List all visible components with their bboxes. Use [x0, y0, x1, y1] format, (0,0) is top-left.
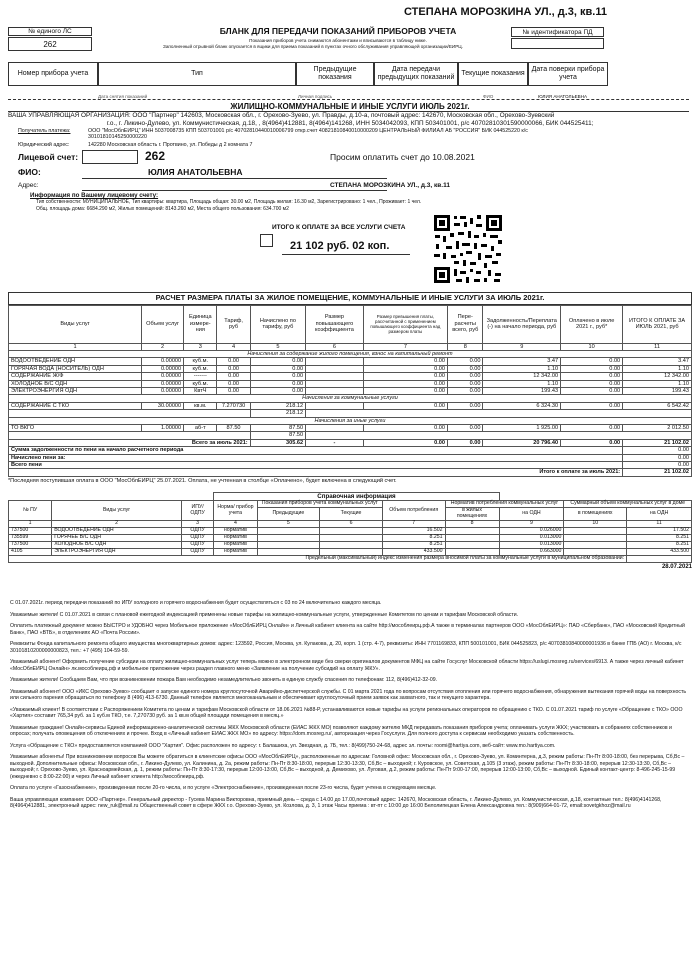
- calc-h-8: Задолженность/Переплата (-) на начало периода, руб: [483, 305, 561, 343]
- table-cell: 8.251: [627, 534, 692, 541]
- table-cell: КвтЧ: [184, 388, 217, 395]
- ref-n: 2: [52, 521, 182, 528]
- calc-grand-row: [9, 469, 692, 476]
- ref-header-row: [9, 501, 692, 508]
- ref-h-7: Суммарный объем коммунальных услуг в доме: [564, 501, 692, 508]
- ref-h-2: ИПУ/ ОДПУ: [181, 501, 213, 521]
- notice-3: Реквизиты Фонда капитального ремонта общего имущества многоквартирных домов: адрес: 123592, Россия, Москва, ул. Кулакова, д. 20, корп. 1 (стр. 4-7), реквизиты: ИНН 7701169833, КПП 500101001, БИК 044525823, р/с 40703810840000001936 в банке ГПБ (АО) г. Москва, к/с 30101810200000000823, тел.: +7 (495) 104-59-59.: [10, 641, 682, 654]
- calc-n: 5: [250, 343, 305, 350]
- table-cell: [564, 534, 627, 541]
- qr-code: [432, 213, 504, 285]
- calc-table: [8, 305, 692, 477]
- calc-section-1: [9, 351, 692, 358]
- table-cell: 1.10: [623, 380, 692, 387]
- table-cell: 0.00: [561, 424, 623, 431]
- table-cell: куб.м.: [184, 365, 217, 372]
- extra-label: Сумма задолженности по пени на начало расчетного периода: [9, 447, 623, 454]
- section-label: Начисления за содержание жилого помещения, взнос на капитальный ремонт: [9, 351, 692, 358]
- table-cell: 17.502: [627, 528, 692, 535]
- ref-h-1: Виды услуг: [52, 501, 182, 521]
- subtotal-label: [9, 410, 251, 417]
- calc-n: 1: [9, 343, 142, 350]
- account-value: 262: [145, 149, 166, 163]
- calc-n: 10: [561, 343, 623, 350]
- calc-subtotal-3: [9, 432, 692, 439]
- table-row: [9, 402, 692, 409]
- calc-h-4: Начислено по тарифу, руб: [250, 305, 305, 343]
- table-cell: [445, 534, 499, 541]
- table-cell: [306, 358, 364, 365]
- total-label: ИТОГО К ОПЛАТЕ ЗА ВСЕ УСЛУГИ СЧЕТА: [272, 224, 406, 231]
- extra-label: Начислено пени за:: [9, 454, 623, 461]
- table-cell: [564, 528, 627, 535]
- ref-h-4: Показания приборов учета коммунальных услуг: [257, 501, 382, 508]
- ref-blank: [9, 493, 214, 501]
- footer-date-label: Дата снятия показаний: [98, 94, 148, 99]
- ref-n: 9: [499, 521, 564, 528]
- table-cell: 199.43: [483, 388, 561, 395]
- ref-footer: Предельный (максимальный) индекс изменения размера вносимой платы за коммунальные услуги в муниципальном образовании:: [9, 555, 627, 562]
- ref-date: 28.07.2021: [661, 563, 692, 570]
- notice-2: Оплатить платежный документ можно БЫСТРО и УДОБНО через Мобильное приложение «МосОблЕИРЦ Онлайн» и Личный кабинет клиента на сайте http://мособлеирц.рф.А также в терминалах партнеров ООО «МосОблЕИРЦ»: ПАО «Сбербанк», ПАО «Московский Кредитный Банк», ПАО «ВТБ», в отделениях АО «Почта России».: [10, 623, 685, 636]
- recipient-label: Получатель платежа:: [18, 128, 71, 134]
- section-label: Начисления за иные услуги: [9, 417, 692, 424]
- calc-h-7: Пере-расчеты всего, руб: [448, 305, 483, 343]
- table-cell: 12 342.00: [623, 373, 692, 380]
- form-subtitle-2: Заполненный отрывной бланк опускается в ящики для приема показаний в пунктах очного обслуживания управляющей организации/ЕИРЦ.: [163, 44, 463, 49]
- ref-sh: Предыдущие: [257, 508, 320, 521]
- col-type: Тип: [98, 62, 296, 86]
- table-cell: 87.50: [217, 424, 250, 431]
- info-line-1: Тип собственности: МУНИЦИПАЛЬНОЕ, Тип квартиры: квартира, Площадь общая: 30.00 м2, Площадь жилая: 16.30 м2, Зарегистрировано: 1 чел., Проживает: 1 чел.: [36, 199, 422, 205]
- footer-fio-name: ЮЛИЯ АНАТОЛЬЕВНА: [538, 94, 588, 99]
- calc-subtotal-2: [9, 410, 692, 417]
- table-cell: [306, 424, 364, 431]
- notice-12: Ваша управляющая компания: ООО «Партнер». Генеральный директор - Гусева Марина Викторовна, приемный день – среда с 14.00 до 17.00,почтовый адрес: 142670, Московская область, г. Ликино-Дулево, ул. Коммунистическая, д.18, контактные тел.: 8(496)4141268, 8(4964)412881, электронный адрес: new_ruk@mail.ru Общественный совет в сфере ЖКХ г.о. Орехово-Зуево, ул. Козлова, д. 3, 1 этаж Часы приема : вт-пт с 10:00 до 16:00 Белолипецкая Елена Александровна тел.: 8(909)664-01-72, email:sovetgkhoz@mail.ru: [10, 796, 662, 809]
- table-cell: 0.00: [250, 365, 305, 372]
- table-cell: 0.663000: [499, 548, 564, 555]
- total-row-10: 0.00: [561, 439, 623, 446]
- top-address: СТЕПАНА МОРОЗКИНА УЛ., д.3, кв.11: [404, 6, 607, 18]
- table-cell: 8.251: [382, 534, 445, 541]
- ref-n: 10: [564, 521, 627, 528]
- table-cell: 0.00: [217, 373, 250, 380]
- table-cell: ОДПУ: [181, 541, 213, 548]
- ref-footer-row: [9, 555, 692, 562]
- recipient-text: ООО "МосОблЕИРЦ" ИНН 5037008735 КПП 503701001 р/с 40702810440010006799 откр.счет 40821810840010000209 ЦЕНТРАЛЬНЫЙ ФИЛИАЛ АБ "РОССИЯ" БИК 044525220 к/с 30101810145250000220: [88, 128, 528, 141]
- table-cell: 4105: [9, 548, 52, 555]
- table-cell: 0.026000: [499, 528, 564, 535]
- table-cell: 8.251: [627, 541, 692, 548]
- calc-rows-3: [9, 424, 692, 431]
- footer-sign-label: Личная подпись: [298, 94, 333, 99]
- table-cell: 0.00: [448, 388, 483, 395]
- table-cell: 2 012.50: [623, 424, 692, 431]
- legal-label: Юридический адрес:: [18, 142, 70, 148]
- table-cell: 0.00: [250, 380, 305, 387]
- table-row: [9, 534, 692, 541]
- calc-n: 6: [306, 343, 364, 350]
- table-cell: 0.00000: [142, 373, 184, 380]
- table-cell: 737500: [9, 528, 52, 535]
- grand-value: 21 102.02: [623, 469, 692, 476]
- payment-note: *Последняя поступившая оплата в ООО "МосОблЕИРЦ" 25.07.2021. Оплата, не учтенная в столбце «Оплачено», будет включена в следующий счет.: [8, 477, 397, 484]
- fio-underline: [82, 178, 387, 179]
- table-cell: [320, 541, 383, 548]
- table-cell: 199.43: [623, 388, 692, 395]
- total-value: 21 102 руб. 02 коп.: [290, 240, 390, 252]
- table-cell: 0.00000: [142, 380, 184, 387]
- ref-n: 5: [257, 521, 320, 528]
- table-cell: 1.10: [483, 380, 561, 387]
- notice-10: Уважаемые абоненты! При возникновении вопросов Вы можете обратиться в клиентские офисы ООО «МосОблЕИРЦ», расположенные по адресам: Головной офис: Московская обл., г. Орехово-Зуево, ул. Коминтерна, д.3, режим работы: Пн-Пт 8:00-18:00, без перерыва, Сб,Вс – выходной. Дополнительные офисы: Московская обл., г. Ликино-Дулево, ул. Калинина, д. 2а, режим работы: Пн-Пт 8:30-18:00, перерыв 12:30-13:30, Сб,Вс – выходной; г. Куровское, ул. Советская, д.105 (3 этаж), режим работы: Пн-Пт 8:30-18:00, перерыв 12:30-13:30, Сб,Вс – выходной; г. Орехово-Зуево, ул. Красноармейская, д. 1, режим работы: Пн-Пт 8:30-17:30, перерыв 12:00-13:00, Сб,Вс – выходной, д. Демихово, ул. Луговая, д.2, режим работы: Пн-Пт 9:00-17:00, перерыв 12:00-13:00, Сб,Вс – выходной. Единый контакт-центр: 8-496-245-15-99 (ежедневно с 8:00-22:00) и через Личный кабинет клиента http://мособлеирц.рф.: [10, 754, 685, 780]
- calc-header-row: [9, 305, 692, 343]
- col-verify-date: Дата поверки прибора учета: [528, 62, 608, 86]
- notice-6: Уважаемый абонент! ООО «ИКС Орехово-Зуево» сообщает о запуске единого номера круглосуточной Аварийно-диспетчерской службы. С 01 марта 2021 года по вопросам отсутствия отопления или горячего водоснабжения, обнаружения вытекания горячей воды на поверхность или сильного парения обращаться по телефону 8 (496) 413-6730. Данный телефон является многоканальным и обеспечивает круглосуточный прием заявок как захватного, так и текущего характера.: [10, 688, 687, 701]
- table-cell: ОДПУ: [181, 534, 213, 541]
- table-cell: 0.00: [250, 373, 305, 380]
- form-title: БЛАНК ДЛЯ ПЕРЕДАЧИ ПОКАЗАНИЙ ПРИБОРОВ УЧЕТА: [219, 26, 457, 36]
- ref-sh: Текущие: [320, 508, 383, 521]
- table-cell: [445, 541, 499, 548]
- total-row-label: Всего за июль 2021:: [9, 439, 251, 446]
- table-cell: 1 925.00: [483, 424, 561, 431]
- calc-section: [8, 292, 692, 484]
- notice-11: Оплата по услуге «Газоснабжение», произведенная после 20-го числа, и по услуге «Электроснабжение», произведенная после 23-го числа, будет учтена в следующем месяце.: [10, 785, 437, 791]
- legal-text: 142280 Московская область г. Протвино, ул. Победы д 2 комната 7: [88, 142, 253, 148]
- ref-title: Справочная информация: [214, 493, 499, 501]
- calc-title: РАСЧЕТ РАЗМЕРА ПЛАТЫ ЗА ЖИЛОЕ ПОМЕЩЕНИЕ, КОММУНАЛЬНЫЕ И ИНЫЕ УСЛУГИ ЗА ИЮЛЬ 2021г.: [8, 292, 692, 305]
- ref-n: 7: [382, 521, 445, 528]
- table-cell: куб.м.: [184, 358, 217, 365]
- col-prev-date: Дата передачи предыдущих показаний: [374, 62, 458, 86]
- table-cell: СОДЕРЖАНИЕ Ж/Ф: [9, 373, 142, 380]
- footer-fio-label: ФИО: [483, 94, 494, 99]
- table-row: [9, 528, 692, 535]
- table-cell: ВОДООТВЕДЕНИЕ ОДН: [52, 528, 182, 535]
- calc-num-row: [9, 343, 692, 350]
- table-cell: 7.270730: [217, 402, 250, 409]
- table-cell: 0.00: [448, 365, 483, 372]
- calc-total-row: [9, 439, 692, 446]
- table-cell: 6 324.30: [483, 402, 561, 409]
- total-row-6: -: [306, 439, 364, 446]
- notice-5: Уважаемые жители! Сообщаем Вам, что при возникновении пожара Вам необходимо незамедлительно звонить в единую службу спасения по телефонам: 112, 8(496)412-32-09.: [10, 677, 438, 683]
- col-prev-readings: Предыдущие показания: [296, 62, 374, 86]
- calc-extra-row: [9, 447, 692, 454]
- table-cell: 0.00: [363, 424, 447, 431]
- col-meter-number: Номер прибора учета: [8, 62, 98, 86]
- ref-table: [8, 492, 692, 563]
- ref-h-6: Норматив потребления коммунальных услуг: [445, 501, 564, 508]
- org-line-1: ВАША УПРАВЛЯЮЩАЯ ОРГАНИЗАЦИЯ: ООО "Партнер" 142603, Московская обл., г. Орехово-Зуево, ул. Правды, д.10-а, почтовый адрес: 142670, Московская обл., Орехово-Зуевский: [8, 112, 555, 119]
- ref-sh: на ОДН: [627, 508, 692, 521]
- ref-n: 3: [181, 521, 213, 528]
- meter-columns: [8, 62, 608, 86]
- ls-label: № единого ЛС: [8, 27, 92, 36]
- table-cell: 0.00000: [142, 358, 184, 365]
- fio-label: ФИО:: [18, 167, 41, 177]
- table-cell: ГОРЯЧЕЕ В/С ОДН: [52, 534, 182, 541]
- table-cell: 0.00: [561, 402, 623, 409]
- table-cell: 0.00: [448, 373, 483, 380]
- calc-n: 3: [184, 343, 217, 350]
- ref-n: 8: [445, 521, 499, 528]
- table-cell: 16.502: [382, 528, 445, 535]
- table-cell: ТО ВКГО: [9, 424, 142, 431]
- table-cell: ОДПУ: [181, 528, 213, 535]
- calc-h-6: Размер превышения платы, рассчитанной с применением повышающего коэффициента над размером платы: [363, 305, 447, 343]
- table-cell: [445, 528, 499, 535]
- calc-h-9: Оплачено в июле 2021 г., руб*: [561, 305, 623, 343]
- table-cell: 0.00: [561, 365, 623, 372]
- calc-n: 4: [217, 343, 250, 350]
- table-cell: 0.00: [217, 388, 250, 395]
- table-row: [9, 365, 692, 372]
- form-subtitle-1: Показания приборов учета снимаются абонентами и вписываются в таблицу ниже.: [249, 38, 427, 43]
- table-cell: 1.10: [623, 365, 692, 372]
- table-cell: [257, 534, 320, 541]
- table-cell: 6 542.42: [623, 402, 692, 409]
- ref-n: 6: [320, 521, 383, 528]
- table-cell: 218.12: [250, 402, 305, 409]
- table-cell: 0.013000: [499, 534, 564, 541]
- calc-h-3: Тариф, руб: [217, 305, 250, 343]
- account-label: Лицевой счет:: [18, 152, 79, 162]
- table-cell: [257, 528, 320, 535]
- ref-section: [8, 492, 692, 571]
- table-cell: 87.50: [250, 424, 305, 431]
- table-cell: 0.013000: [499, 541, 564, 548]
- table-cell: 735599: [9, 534, 52, 541]
- table-cell: 0.00000: [142, 388, 184, 395]
- subtotal-label: [9, 432, 251, 439]
- table-cell: 0.00: [561, 358, 623, 365]
- extra-value: 0.00: [623, 454, 692, 461]
- calc-section-3: [9, 417, 692, 424]
- table-cell: 1.10: [483, 365, 561, 372]
- table-cell: норматив: [214, 548, 257, 555]
- table-row: [9, 424, 692, 431]
- table-cell: куб.м.: [184, 380, 217, 387]
- table-row: [9, 380, 692, 387]
- section-label: Начисления за коммунальные услуги: [9, 395, 692, 402]
- table-cell: ХОЛОДНОЕ В/С ОДН: [9, 380, 142, 387]
- table-cell: 30.00000: [142, 402, 184, 409]
- total-row-11: 21 102.02: [623, 439, 692, 446]
- table-cell: 0.00: [363, 373, 447, 380]
- addr-value: СТЕПАНА МОРОЗКИНА УЛ., д.3, кв.11: [330, 182, 450, 189]
- subtotal-value: 218.12: [250, 410, 305, 417]
- calc-h-1: Объем услуг: [142, 305, 184, 343]
- table-cell: 0.00: [217, 380, 250, 387]
- table-cell: 433.500: [627, 548, 692, 555]
- calc-rows-2: [9, 402, 692, 409]
- addr-underline: [82, 190, 387, 191]
- table-cell: кв.м.: [184, 402, 217, 409]
- table-cell: [306, 388, 364, 395]
- table-cell: норматив: [214, 541, 257, 548]
- table-cell: 0.00: [363, 365, 447, 372]
- info-line-2: Общ. площадь дома: 6684.290 м2, Жилых помещений: 8143.260 м2, Места общего пользования: 634.700 м2: [36, 206, 289, 212]
- pay-until: Просим оплатить счет до 10.08.2021: [330, 152, 475, 162]
- calc-n: 2: [142, 343, 184, 350]
- notice-0: С 01.07.2021г. период передачи показаний по ИПУ холодного и горячего водоснабжения будет осуществляться с 03 по 24 включительно каждого месяца.: [10, 600, 382, 606]
- table-cell: 0.00: [250, 358, 305, 365]
- calc-h-0: Виды услуг: [9, 305, 142, 343]
- notices: [10, 600, 690, 815]
- calc-extra-row: [9, 462, 692, 469]
- table-cell: СОДЕРЖАНИЕ С ТКО: [9, 402, 142, 409]
- ref-h-5: Объем потребления: [382, 501, 445, 521]
- cut-line: [8, 99, 689, 100]
- ref-sh: в жилых помещениях: [445, 508, 499, 521]
- calc-h-5: Размер повышающего коэффициента: [306, 305, 364, 343]
- table-cell: 8.251: [382, 541, 445, 548]
- org-line-2: г.о., г. Ликино-Дулево, ул. Коммунистическая, д.18, , 8(4964)412881, 8(4964)141268, ИНН 5034042093, КПП 503401001, р/с 40702810301590000066, БИК 044525411;: [106, 120, 594, 127]
- subtotal-rest: [306, 410, 692, 417]
- table-cell: 0.00: [448, 424, 483, 431]
- subtotal-rest: [306, 432, 692, 439]
- col-current-readings[interactable]: Текущие показания: [458, 62, 528, 86]
- notice-8: Уважаемые граждане! Онлайн-сервисы Единой информационно-аналитической системы ЖКХ Московской области (ЕИАС ЖКХ МО) позволяют каждому жителю МКД передавать показания приборов учета; оплачивать услуги ЖКХ; участвовать в собраниях собственников и опросах; получать оповещения об отключениях и прочее. Вход в «Личный кабинет ЕИАС ЖКХ МО» по адресу: https://dom.mosreg.ru/, авторизация через Госуслуги. Для полного доступа к сервисам необходимо указать собственность.: [10, 724, 672, 737]
- table-cell: 3.47: [623, 358, 692, 365]
- calc-h-10: ИТОГО К ОПЛАТЕ ЗА ИЮЛЬ 2021, руб: [623, 305, 692, 343]
- table-cell: 1.00000: [142, 424, 184, 431]
- total-underline: [282, 254, 410, 255]
- ref-n: 4: [214, 521, 257, 528]
- subtotal-value: 87.50: [250, 432, 305, 439]
- ref-h-3: Норма/ прибор учета: [214, 501, 257, 521]
- calc-n: 11: [623, 343, 692, 350]
- notice-7: «Уважаемый клиент! В соответствии с Распоряжением Комитета по ценам и тарифам Московской области от 18.06.2021 №88-Р, устанавливаются новые тарифы на услуги региональных операторов по обращению с ТКО. С 01.07.2021 тариф по услуге «Обращение с ТКО» ООО «Хартия» составит 765,34 руб. за 1 куб.м ТКО, т.е. 7,270730 руб. за 1 кв.м общей площади помещения в месяц.»: [10, 706, 683, 719]
- table-cell: 0.00: [561, 388, 623, 395]
- total-checkbox[interactable]: [260, 234, 273, 247]
- table-cell: 0.00: [363, 388, 447, 395]
- table-cell: ЭЛЕКТРОЭНЕРГИЯ ОДН: [9, 388, 142, 395]
- table-cell: 0.00: [217, 365, 250, 372]
- ref-rows: [9, 528, 692, 556]
- ref-n: 1: [9, 521, 52, 528]
- table-cell: 0.00: [448, 402, 483, 409]
- table-cell: [306, 380, 364, 387]
- extra-value: 0.00: [623, 462, 692, 469]
- table-cell: ЭЛЕКТРОЭНЕРГИЯ ОДН: [52, 548, 182, 555]
- table-cell: -------: [184, 373, 217, 380]
- table-cell: 0.00: [448, 358, 483, 365]
- table-cell: 0.00: [448, 380, 483, 387]
- table-cell: 0.00: [363, 380, 447, 387]
- bill-heading: ЖИЛИЩНО-КОММУНАЛЬНЫЕ И ИНЫЕ УСЛУГИ ИЮЛЬ 2021г.: [230, 102, 470, 111]
- table-cell: [257, 541, 320, 548]
- account-mask: [82, 150, 138, 164]
- table-row: [9, 388, 692, 395]
- total-row-7: 0.00: [363, 439, 447, 446]
- total-row-5: 305.62: [250, 439, 305, 446]
- info-title: Информация по Вашему лицевому счету:: [30, 192, 159, 199]
- calc-n: 7: [363, 343, 447, 350]
- ident-label: № идентификатора ПД: [511, 27, 604, 37]
- table-cell: 737500: [9, 541, 52, 548]
- table-cell: ГОРЯЧАЯ ВОДА (НОСИТЕЛЬ) ОДН: [9, 365, 142, 372]
- extra-value: 0.00: [623, 447, 692, 454]
- addr-label: Адрес:: [18, 182, 39, 189]
- table-cell: ВОДООТВЕДЕНИЕ ОДН: [9, 358, 142, 365]
- fio-value: ЮЛИЯ АНАТОЛЬЕВНА: [148, 167, 243, 177]
- ref-n: 11: [627, 521, 692, 528]
- calc-n: 8: [448, 343, 483, 350]
- ls-value: 262: [8, 37, 92, 51]
- table-cell: 0.00: [217, 358, 250, 365]
- notice-1: Уважаемые жители! С 01.07.2021 в связи с плановой ежегодной индексацией применены новые тарифы на жилищно-коммунальные услуги, утвержденные Комитетом по ценам и тарифам Московской области.: [10, 611, 519, 618]
- table-cell: [320, 534, 383, 541]
- table-cell: [564, 541, 627, 548]
- table-cell: 3.47: [483, 358, 561, 365]
- table-cell: аб-т: [184, 424, 217, 431]
- table-cell: норматив: [214, 528, 257, 535]
- table-cell: [306, 373, 364, 380]
- ref-footer-value: [627, 555, 692, 562]
- table-cell: 433.500: [382, 548, 445, 555]
- table-row: [9, 373, 692, 380]
- ident-field[interactable]: [511, 38, 604, 49]
- calc-rows-1: [9, 358, 692, 395]
- table-row: [9, 358, 692, 365]
- notice-4: Уважаемый абонент! Оформить получение субсидии на оплату жилищно-коммунальных услуг теперь можно в электронном виде без сверки оригиналов документов МФЦ на сайте Госуслуг Московской области https://uslugi.mosreg.ru/services/6913. А также через личный кабинет «МосОблЕИРЦ Онлайн» лк.мособлеирц.рф и мобильное приложение через раздел главного меню «Заявление на получение субсидий на оплату ЖКУ».: [10, 659, 684, 672]
- calc-extra-row: [9, 454, 692, 461]
- total-row-9: 20 796.40: [483, 439, 561, 446]
- notice-9: Услуга «Обращение с ТКО» предоставляется компанией ООО "Хартия". Офис расположен по адресу: г. Балашиха, ул. Звездная, д. 7Б, тел.: 8(499)750-24-68, адрес эл. почты: roomi@hartiya.com, веб-сайт: www.mo.hartiya.com.: [10, 742, 556, 749]
- calc-h-2: Единица измере-ния: [184, 305, 217, 343]
- table-cell: [320, 528, 383, 535]
- table-cell: ХОЛОДНОЕ В/С ОДН: [52, 541, 182, 548]
- table-cell: [306, 365, 364, 372]
- table-cell: 0.00: [561, 380, 623, 387]
- grand-label: Итого к оплате за июль 2021:: [9, 469, 623, 476]
- table-cell: 12 342.00: [483, 373, 561, 380]
- table-cell: ОДПУ: [181, 548, 213, 555]
- ref-h-0: № ПУ: [9, 501, 52, 521]
- total-row-8: 0.00: [448, 439, 483, 446]
- extra-label: Всего пени: [9, 462, 623, 469]
- table-cell: 0.00000: [142, 365, 184, 372]
- calc-section-2: [9, 395, 692, 402]
- table-cell: норматив: [214, 534, 257, 541]
- table-cell: 0.00: [363, 402, 447, 409]
- calc-n: 9: [483, 343, 561, 350]
- table-cell: 0.00: [561, 373, 623, 380]
- ref-sh: в помещениях: [564, 508, 627, 521]
- table-cell: [306, 402, 364, 409]
- ref-sh: на ОДН: [499, 508, 564, 521]
- table-cell: 0.00: [363, 358, 447, 365]
- table-cell: 0.00: [250, 388, 305, 395]
